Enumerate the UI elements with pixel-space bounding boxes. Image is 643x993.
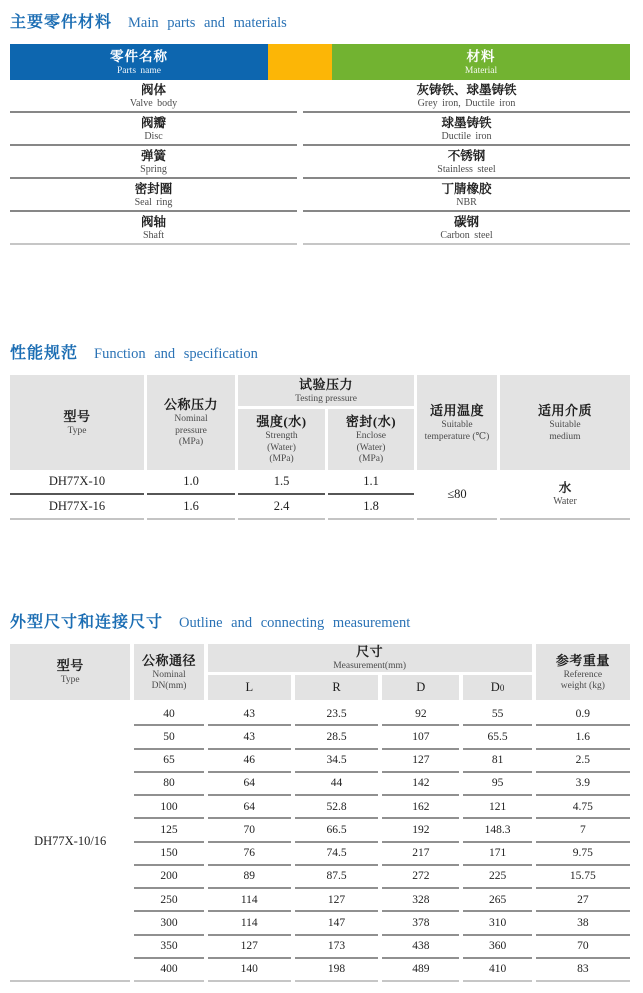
- measurement-header-en: Measurement(mm): [333, 661, 407, 672]
- section-title-en: Outline and connecting measurement: [179, 615, 411, 631]
- dn-cell: 200: [134, 866, 203, 889]
- enclose-header: [328, 409, 414, 470]
- measurement-group: [208, 644, 532, 700]
- medium-header-cn: 适用介质: [537, 403, 592, 418]
- d-cell: 378: [382, 912, 459, 935]
- medium-header-en: Suitable medium: [549, 420, 581, 442]
- material-cell: [303, 80, 630, 113]
- spec-table-body: [10, 470, 630, 520]
- part-row: [10, 146, 630, 179]
- testing-pressure-header: [238, 375, 414, 406]
- part-row: [10, 212, 630, 245]
- d-cell: 217: [382, 843, 459, 866]
- strength-header-en: Strength (Water) (MPa): [265, 431, 298, 465]
- part-name-cell: [10, 179, 297, 212]
- r-cell: 52.8: [295, 796, 378, 819]
- type-span-cell: DH77X-10/16: [10, 703, 130, 982]
- l-cell: 76: [208, 843, 291, 866]
- weight-cell: 9.75: [536, 843, 630, 866]
- r-cell: 66.5: [295, 819, 378, 842]
- material-cn: 不锈钢: [447, 148, 486, 163]
- r-cell: 44: [295, 773, 378, 796]
- part-name-cn: 弹簧: [140, 148, 166, 163]
- parts-name-header-en: Parts name: [117, 65, 161, 76]
- d-cell: 272: [382, 866, 459, 889]
- nominal-pressure-header-en: Nominal pressure (MPa): [174, 414, 208, 448]
- d0-cell: 95: [463, 773, 531, 796]
- r-cell: 23.5: [295, 703, 378, 726]
- section-title-cn: 外型尺寸和连接尺寸: [10, 614, 164, 631]
- type-cell: DH77X-16: [10, 495, 144, 520]
- r-cell: 28.5: [295, 726, 378, 749]
- medium-value-cn: 水: [558, 481, 572, 495]
- part-name-cell: [10, 80, 297, 113]
- temperature-header: [417, 375, 497, 470]
- material-cell: [303, 146, 630, 179]
- parts-table-body: [10, 80, 630, 245]
- d-cell: 192: [382, 819, 459, 842]
- testing-pressure-group: [238, 375, 414, 470]
- l-cell: 43: [208, 726, 291, 749]
- medium-value-en: Water: [553, 496, 577, 507]
- temperature-header-en: Suitable temperature (℃): [424, 420, 490, 442]
- r-cell: 87.5: [295, 866, 378, 889]
- section-function-spec: [10, 343, 630, 520]
- d0-cell: 121: [463, 796, 531, 819]
- parts-name-header-cn: 零件名称: [110, 48, 168, 64]
- dn-cell: 50: [134, 726, 203, 749]
- part-name-cn: 密封圈: [134, 181, 173, 196]
- l-cell: 64: [208, 773, 291, 796]
- dn-cell: 300: [134, 912, 203, 935]
- part-name-cn: 阀体: [140, 82, 166, 97]
- d-cell: 438: [382, 936, 459, 959]
- nominal-cell: 1.0: [147, 470, 235, 495]
- material-header-cn: 材料: [466, 48, 496, 64]
- temperature-header-cn: 适用温度: [429, 403, 484, 418]
- weight-cell: 3.9: [536, 773, 630, 796]
- section-title: [10, 612, 630, 633]
- type-header: [10, 644, 130, 700]
- dimension-table-header: [10, 644, 630, 700]
- r-cell: 127: [295, 889, 378, 912]
- section-title-cn: 主要零件材料: [10, 14, 113, 31]
- col-l-header: L: [208, 675, 291, 700]
- section-dimensions: [10, 612, 630, 982]
- d-cell: 489: [382, 959, 459, 982]
- dn-header: [134, 644, 203, 700]
- type-header-cn: 型号: [63, 408, 91, 424]
- weight-cell: 4.75: [536, 796, 630, 819]
- dn-cell: 65: [134, 750, 203, 773]
- dn-cell: 400: [134, 959, 203, 982]
- d0-cell: 360: [463, 936, 531, 959]
- material-en: NBR: [456, 196, 477, 208]
- part-name-cell: [10, 113, 297, 146]
- testing-pressure-header-en: Testing pressure: [295, 393, 357, 404]
- measurement-header: [208, 644, 532, 672]
- material-cn: 灰铸铁、球墨铸铁: [416, 82, 517, 97]
- weight-cell: 0.9: [536, 703, 630, 726]
- dn-cell: 250: [134, 889, 203, 912]
- medium-cell: [500, 470, 630, 520]
- section-title-en: Main parts and materials: [128, 15, 287, 31]
- col-d0-main: D: [490, 680, 500, 694]
- l-cell: 70: [208, 819, 291, 842]
- part-name-cn: 阀轴: [140, 214, 166, 229]
- dn-cell: 80: [134, 773, 203, 796]
- d-cell: 127: [382, 750, 459, 773]
- testing-pressure-subheaders: [238, 409, 414, 470]
- weight-header-en: Reference weight (kg): [560, 669, 605, 691]
- r-cell: 74.5: [295, 843, 378, 866]
- d-cell: 107: [382, 726, 459, 749]
- material-header-en: Material: [464, 65, 498, 76]
- material-cn: 丁腈橡胶: [441, 181, 492, 196]
- d-cell: 328: [382, 889, 459, 912]
- part-name-en: Valve body: [129, 97, 178, 109]
- l-cell: 127: [208, 936, 291, 959]
- material-en: Grey iron, Ductile iron: [417, 97, 516, 109]
- part-name-cn: 阀瓣: [140, 115, 166, 130]
- d-cell: 162: [382, 796, 459, 819]
- d0-cell: 171: [463, 843, 531, 866]
- r-cell: 34.5: [295, 750, 378, 773]
- strength-cell: 2.4: [238, 495, 325, 520]
- spec-table-header: [10, 375, 630, 470]
- weight-header-cn: 参考重量: [555, 652, 610, 668]
- parts-name-header: [10, 44, 268, 80]
- d0-cell: 410: [463, 959, 531, 982]
- weight-header: [536, 644, 630, 700]
- material-cell: [303, 179, 630, 212]
- part-row: [10, 80, 630, 113]
- dn-cell: 40: [134, 703, 203, 726]
- l-cell: 114: [208, 889, 291, 912]
- part-name-cell: [10, 146, 297, 179]
- type-header-en: Type: [60, 675, 80, 686]
- l-cell: 46: [208, 750, 291, 773]
- part-name-en: Disc: [144, 130, 163, 142]
- d0-cell: 310: [463, 912, 531, 935]
- part-name-en: Spring: [140, 163, 167, 175]
- l-cell: 140: [208, 959, 291, 982]
- material-en: Ductile iron: [441, 130, 492, 142]
- part-name-cell: [10, 212, 297, 245]
- d0-cell: 81: [463, 750, 531, 773]
- d0-cell: 65.5: [463, 726, 531, 749]
- dimension-table-body: [10, 703, 630, 982]
- l-cell: 89: [208, 866, 291, 889]
- nominal-pressure-header: [147, 375, 235, 470]
- d-cell: 92: [382, 703, 459, 726]
- material-cell: [303, 212, 630, 245]
- col-d0-header: [463, 675, 531, 700]
- material-cell: [303, 113, 630, 146]
- d0-cell: 225: [463, 866, 531, 889]
- d-cell: 142: [382, 773, 459, 796]
- strength-header: [238, 409, 325, 470]
- d0-cell: 148.3: [463, 819, 531, 842]
- weight-cell: 7: [536, 819, 630, 842]
- weight-cell: 70: [536, 936, 630, 959]
- measurement-subheaders: [208, 675, 532, 700]
- section-title: [10, 343, 630, 364]
- weight-cell: 27: [536, 889, 630, 912]
- material-en: Stainless steel: [437, 163, 496, 175]
- material-header: [332, 44, 630, 80]
- weight-cell: 2.5: [536, 750, 630, 773]
- part-row: [10, 113, 630, 146]
- measurement-header-cn: 尺寸: [356, 644, 384, 660]
- weight-cell: 1.6: [536, 726, 630, 749]
- section-title-en: Function and specification: [94, 346, 258, 362]
- nominal-cell: 1.6: [147, 495, 235, 520]
- section-main-parts: [10, 12, 630, 245]
- weight-cell: 15.75: [536, 866, 630, 889]
- col-r-header: R: [295, 675, 378, 700]
- type-header-en: Type: [67, 425, 87, 436]
- dn-cell: 125: [134, 819, 203, 842]
- dn-header-cn: 公称通径: [142, 652, 197, 668]
- dn-cell: 350: [134, 936, 203, 959]
- type-header: [10, 375, 144, 470]
- d0-cell: 265: [463, 889, 531, 912]
- type-cell: DH77X-10: [10, 470, 144, 495]
- medium-header: [500, 375, 630, 470]
- part-name-en: Seal ring: [134, 196, 173, 208]
- r-cell: 147: [295, 912, 378, 935]
- section-title-cn: 性能规范: [10, 345, 79, 362]
- l-cell: 64: [208, 796, 291, 819]
- enclose-cell: 1.8: [328, 495, 414, 520]
- parts-table-header: [10, 44, 630, 80]
- l-cell: 43: [208, 703, 291, 726]
- dn-cell: 100: [134, 796, 203, 819]
- enclose-header-en: Enclose (Water) (MPa): [355, 431, 387, 465]
- material-en: Carbon steel: [440, 229, 493, 241]
- dn-header-en: Nominal DN(mm): [151, 669, 187, 691]
- strength-header-cn: 强度(水): [256, 414, 307, 430]
- col-d-header: D: [382, 675, 459, 700]
- col-d0-sub: 0: [499, 682, 505, 693]
- testing-pressure-header-cn: 试验压力: [298, 376, 353, 392]
- weight-cell: 38: [536, 912, 630, 935]
- part-name-en: Shaft: [142, 229, 165, 241]
- material-cn: 碳钢: [453, 214, 479, 229]
- enclose-header-cn: 密封(水): [345, 414, 397, 430]
- part-row: [10, 179, 630, 212]
- type-header-cn: 型号: [56, 658, 84, 674]
- nominal-pressure-header-cn: 公称压力: [163, 397, 218, 413]
- section-title: [10, 12, 630, 33]
- temperature-cell: ≤80: [417, 470, 497, 520]
- header-spacer-orange: [268, 44, 332, 80]
- material-cn: 球墨铸铁: [441, 115, 492, 130]
- strength-cell: 1.5: [238, 470, 325, 495]
- dn-cell: 150: [134, 843, 203, 866]
- r-cell: 173: [295, 936, 378, 959]
- weight-cell: 83: [536, 959, 630, 982]
- l-cell: 114: [208, 912, 291, 935]
- enclose-cell: 1.1: [328, 470, 414, 495]
- d0-cell: 55: [463, 703, 531, 726]
- r-cell: 198: [295, 959, 378, 982]
